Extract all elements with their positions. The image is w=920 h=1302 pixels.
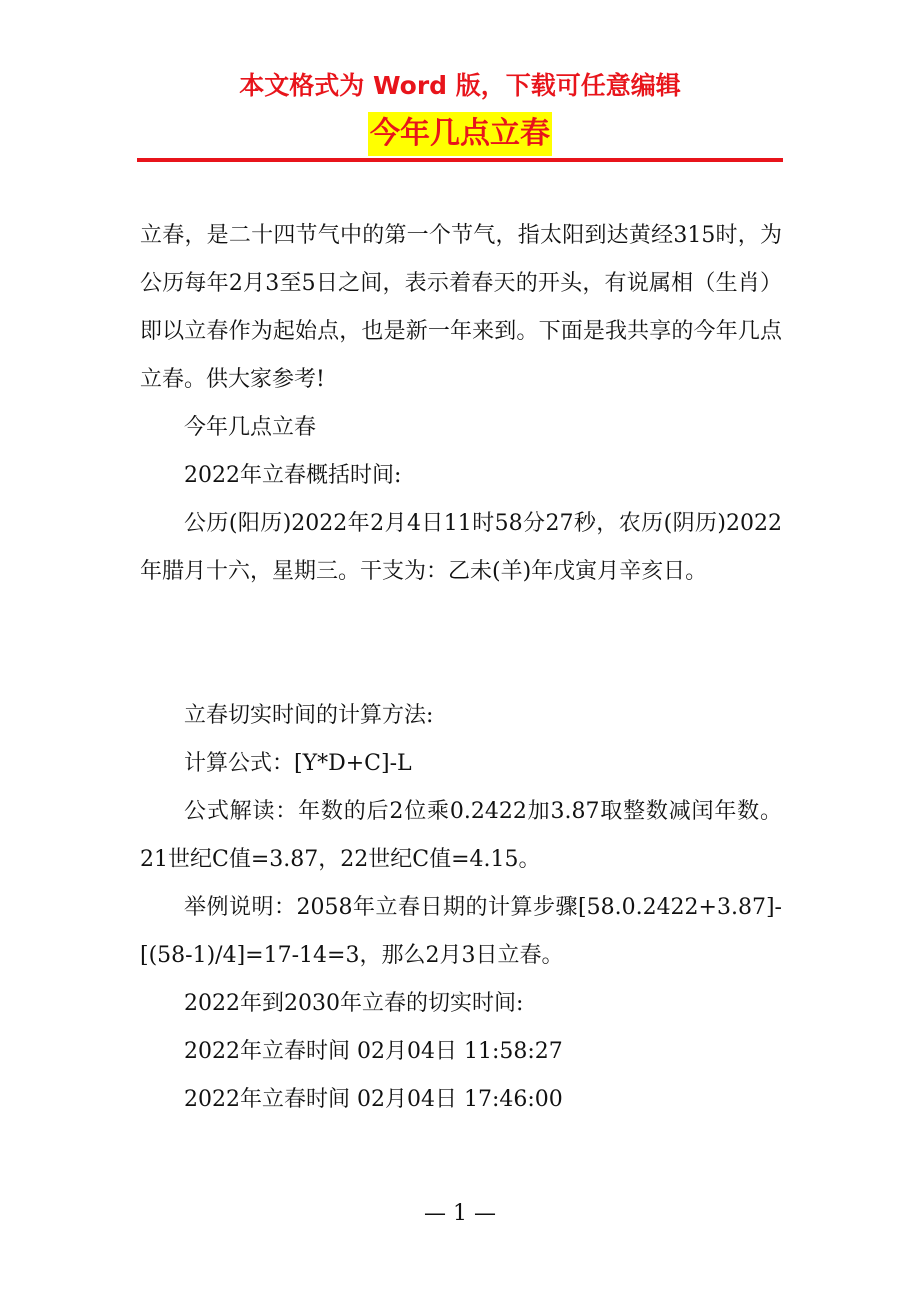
formula-explanation: 公式解读：年数的后2位乘0.2422加3.87取整数减闰年数。21世纪C值=3.87，22世纪C值=4.15。 (140, 799, 782, 872)
title-divider (137, 158, 783, 162)
time-detail-paragraph: 公历(阳历)2022年2月4日11时58分27秒，农历(阴历)2022年腊月十六，星期三。干支为：乙未(羊)年戊寅月辛亥日。 (140, 511, 782, 584)
page-number: — 1 — (424, 1201, 496, 1226)
time-entry: 2022年立春时间 02月04日 11:58:27 (184, 1039, 563, 1064)
method-heading: 立春切实时间的计算方法: (184, 703, 434, 728)
example-paragraph: 举例说明：2058年立春日期的计算步骤[58.0.2422+3.87]-[(58-1)/4]=17-14=3，那么2月3日立春。 (140, 895, 782, 968)
subheading: 今年几点立春 (184, 415, 317, 440)
time-heading: 2022年立春概括时间: (184, 463, 402, 488)
document-body (140, 212, 782, 1124)
intro-paragraph: 立春，是二十四节气中的第一个节气，指太阳到达黄经315时，为公历每年2月3至5日之间，表示着春天的开头，有说属相（生肖）即以立春作为起始点，也是新一年来到。下面是我共享的今年几点立春。供大家参考! (140, 223, 782, 392)
paragraph-gap (140, 596, 782, 692)
document-title: 今年几点立春 (368, 112, 552, 156)
range-heading: 2022年到2030年立春的切实时间: (184, 991, 524, 1016)
formula-line: 计算公式：[Y*D+C]-L (184, 751, 412, 776)
time-entry: 2022年立春时间 02月04日 17:46:00 (184, 1087, 563, 1112)
title-container (0, 112, 920, 156)
format-notice-banner: 本文格式为 Word 版，下载可任意编辑 (239, 71, 681, 100)
